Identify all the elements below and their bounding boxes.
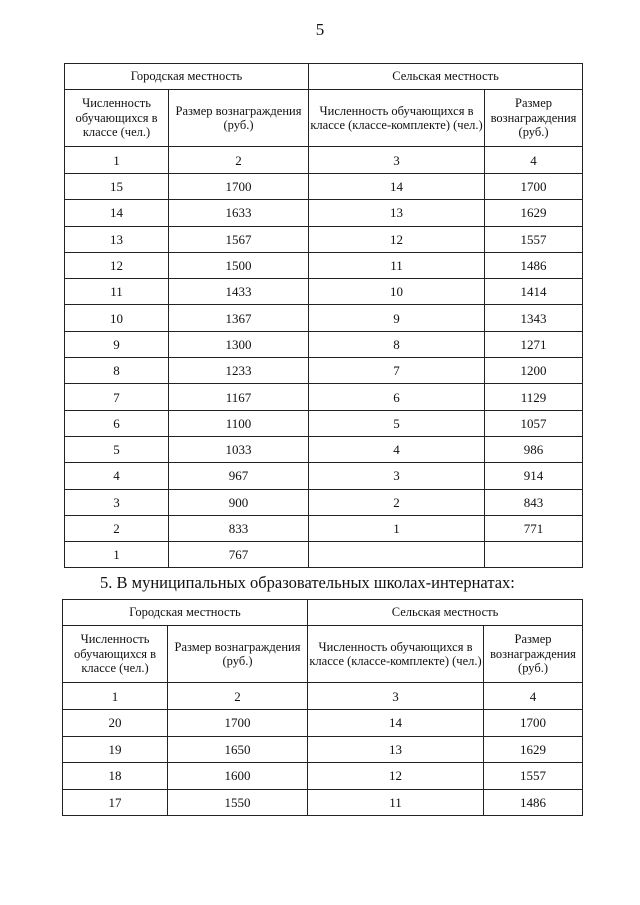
rural-students-cell: 11 (309, 252, 485, 278)
rural-students-cell: 1 (309, 515, 485, 541)
rural-students-cell: 6 (309, 384, 485, 410)
urban-reward-cell: 767 (169, 542, 309, 568)
urban-students-cell: 8 (65, 358, 169, 384)
table-row (65, 305, 583, 331)
urban-students-cell: 10 (65, 305, 169, 331)
rural-students-cell: 13 (308, 736, 484, 763)
urban-reward-cell: 1100 (169, 410, 309, 436)
rural-reward-cell: 1700 (484, 710, 583, 737)
urban-students-cell: 18 (63, 763, 168, 790)
table-row (65, 542, 583, 568)
urban-students-cell: 19 (63, 736, 168, 763)
table-row (65, 358, 583, 384)
column-header-rural-reward: Размер вознаграждения (руб.) (484, 626, 583, 683)
table-row (65, 515, 583, 541)
column-number: 4 (485, 147, 583, 174)
urban-students-cell: 15 (65, 174, 169, 200)
rural-students-cell: 5 (309, 410, 485, 436)
table-row (65, 331, 583, 357)
urban-reward-cell: 900 (169, 489, 309, 515)
rural-reward-cell (485, 542, 583, 568)
urban-reward-cell: 1550 (168, 789, 308, 816)
urban-reward-cell: 1367 (169, 305, 309, 331)
urban-reward-cell: 833 (169, 515, 309, 541)
rural-students-cell: 4 (309, 436, 485, 462)
table-row (65, 384, 583, 410)
urban-students-cell: 3 (65, 489, 169, 515)
table-row (65, 436, 583, 462)
rural-students-cell: 10 (309, 279, 485, 305)
urban-reward-cell: 1167 (169, 384, 309, 410)
column-number: 1 (63, 683, 168, 710)
rural-students-cell: 14 (308, 710, 484, 737)
column-header-urban-reward: Размер вознаграждения (руб.) (168, 626, 308, 683)
rural-reward-cell: 1200 (485, 358, 583, 384)
rural-reward-cell: 1700 (485, 174, 583, 200)
rural-students-cell: 7 (309, 358, 485, 384)
urban-reward-cell: 1433 (169, 279, 309, 305)
urban-students-cell: 17 (63, 789, 168, 816)
column-number: 3 (308, 683, 484, 710)
rural-reward-cell: 1629 (484, 736, 583, 763)
reward-table-general (64, 63, 583, 568)
rural-reward-cell: 1486 (484, 789, 583, 816)
table-row (65, 410, 583, 436)
rural-students-cell: 8 (309, 331, 485, 357)
urban-reward-cell: 1700 (169, 174, 309, 200)
table-row (63, 763, 583, 790)
rural-reward-cell: 1629 (485, 200, 583, 226)
table-row (65, 200, 583, 226)
rural-students-cell: 11 (308, 789, 484, 816)
rural-reward-cell: 843 (485, 489, 583, 515)
table-row (65, 252, 583, 278)
urban-students-cell: 1 (65, 542, 169, 568)
rural-students-cell: 3 (309, 463, 485, 489)
column-header-urban-students: Численность обучающихся в классе (чел.) (63, 626, 168, 683)
rural-reward-cell: 1557 (485, 226, 583, 252)
rural-reward-cell: 1414 (485, 279, 583, 305)
urban-reward-cell: 1600 (168, 763, 308, 790)
table-row (65, 463, 583, 489)
page-number: 5 (315, 20, 325, 39)
column-number: 1 (65, 147, 169, 174)
table-row (65, 279, 583, 305)
urban-students-cell: 13 (65, 226, 169, 252)
group-header-urban: Городская местность (65, 64, 309, 90)
rural-reward-cell: 1343 (485, 305, 583, 331)
group-header-rural: Сельская местность (309, 64, 583, 90)
urban-students-cell: 6 (65, 410, 169, 436)
rural-reward-cell: 1486 (485, 252, 583, 278)
column-number: 3 (309, 147, 485, 174)
urban-students-cell: 9 (65, 331, 169, 357)
rural-students-cell: 9 (309, 305, 485, 331)
table-row (65, 174, 583, 200)
rural-reward-cell: 986 (485, 436, 583, 462)
rural-reward-cell: 1129 (485, 384, 583, 410)
column-header-rural-reward: Размер вознаграждения (руб.) (485, 90, 583, 147)
rural-reward-cell: 771 (485, 515, 583, 541)
urban-students-cell: 20 (63, 710, 168, 737)
table-row (65, 226, 583, 252)
urban-reward-cell: 1300 (169, 331, 309, 357)
rural-students-cell: 12 (308, 763, 484, 790)
rural-students-cell: 14 (309, 174, 485, 200)
rural-students-cell (309, 542, 485, 568)
column-number: 2 (169, 147, 309, 174)
table-row (63, 736, 583, 763)
column-header-urban-students: Численность обучающихся в классе (чел.) (65, 90, 169, 147)
urban-students-cell: 11 (65, 279, 169, 305)
urban-reward-cell: 1633 (169, 200, 309, 226)
urban-students-cell: 2 (65, 515, 169, 541)
urban-students-cell: 5 (65, 436, 169, 462)
column-number: 2 (168, 683, 308, 710)
column-header-rural-students: Численность обучающихся в классе (классе-комплекте) (чел.) (309, 90, 485, 147)
rural-reward-cell: 1057 (485, 410, 583, 436)
reward-table-boarding-schools (62, 599, 583, 816)
urban-reward-cell: 1567 (169, 226, 309, 252)
urban-reward-cell: 1233 (169, 358, 309, 384)
group-header-urban: Городская местность (63, 600, 308, 626)
urban-students-cell: 14 (65, 200, 169, 226)
rural-students-cell: 13 (309, 200, 485, 226)
group-header-rural: Сельская местность (308, 600, 583, 626)
table-row (63, 710, 583, 737)
urban-reward-cell: 967 (169, 463, 309, 489)
column-number: 4 (484, 683, 583, 710)
table-row (65, 489, 583, 515)
section-heading: 5. В муниципальных образовательных школах-интернатах: (100, 573, 515, 592)
rural-students-cell: 12 (309, 226, 485, 252)
urban-reward-cell: 1500 (169, 252, 309, 278)
column-header-rural-students: Численность обучающихся в классе (классе-комплекте) (чел.) (308, 626, 484, 683)
urban-students-cell: 12 (65, 252, 169, 278)
column-numbers-row (65, 147, 583, 174)
urban-students-cell: 4 (65, 463, 169, 489)
rural-reward-cell: 914 (485, 463, 583, 489)
column-numbers-row (63, 683, 583, 710)
rural-reward-cell: 1557 (484, 763, 583, 790)
column-header-urban-reward: Размер вознаграждения (руб.) (169, 90, 309, 147)
urban-reward-cell: 1700 (168, 710, 308, 737)
urban-reward-cell: 1033 (169, 436, 309, 462)
table-row (63, 789, 583, 816)
rural-students-cell: 2 (309, 489, 485, 515)
urban-reward-cell: 1650 (168, 736, 308, 763)
urban-students-cell: 7 (65, 384, 169, 410)
rural-reward-cell: 1271 (485, 331, 583, 357)
